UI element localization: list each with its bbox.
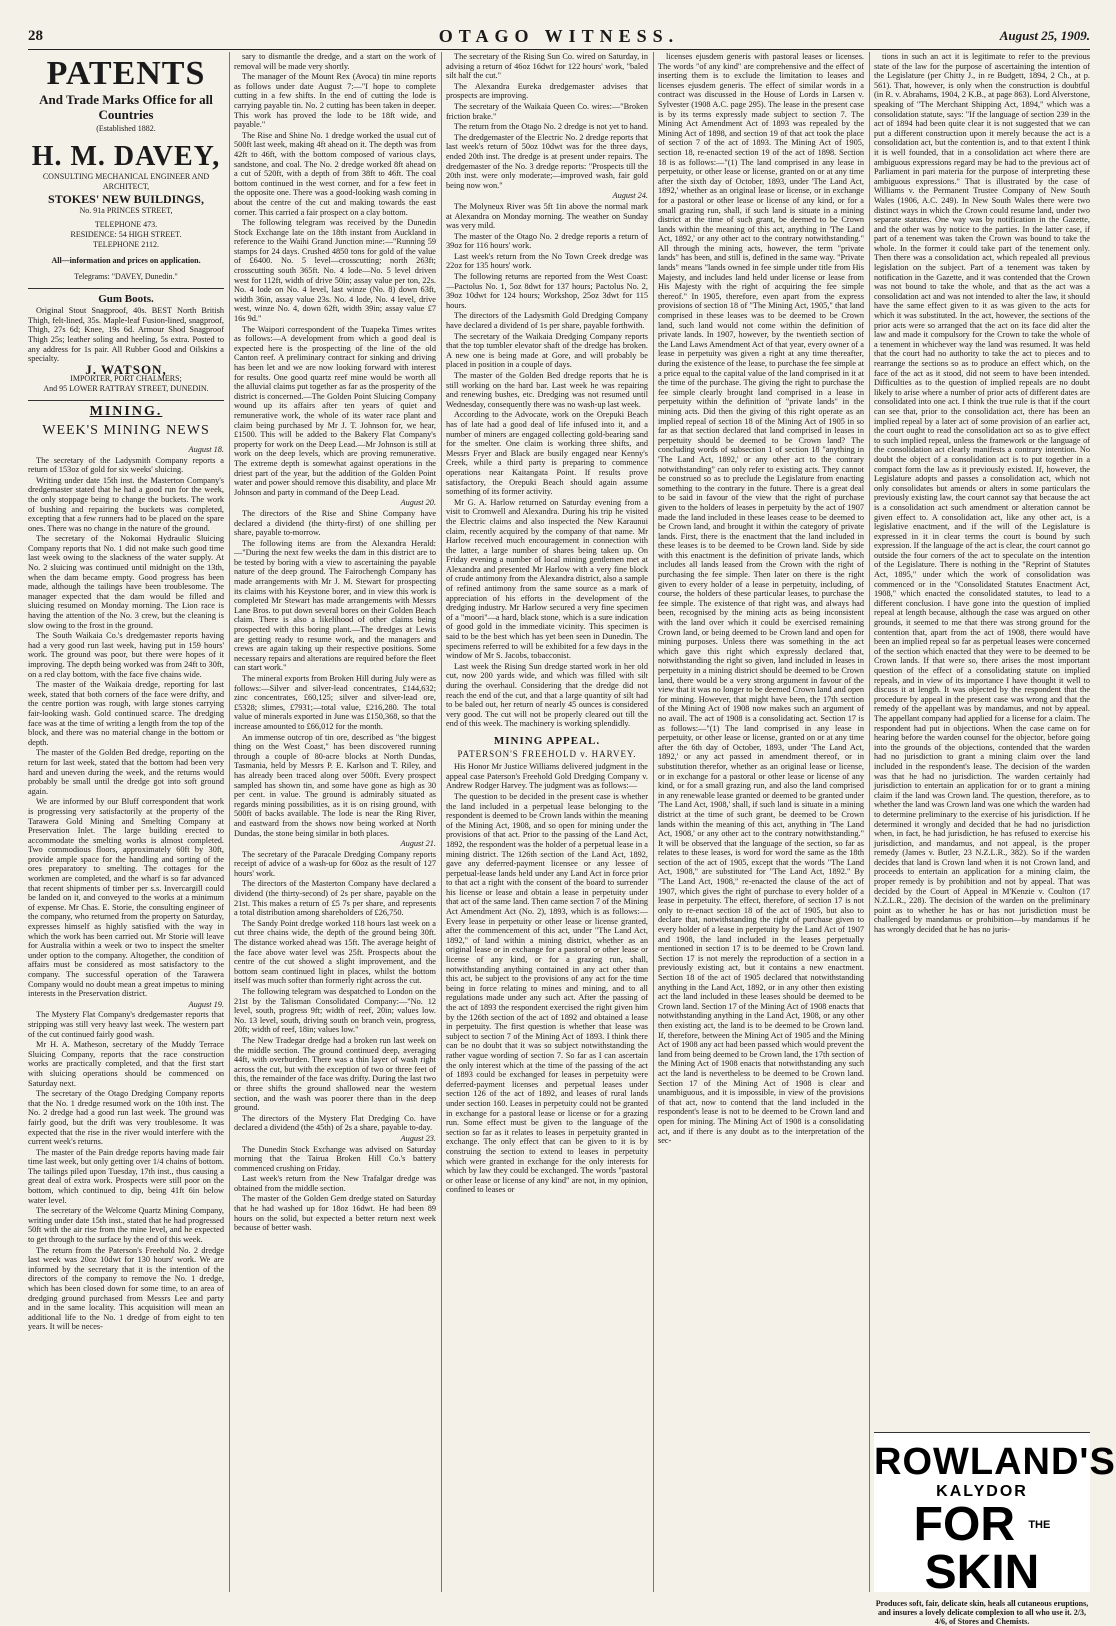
article-paragraph: The dredgemaster of the Electric No. 2 dredge reports that last week's return of 50oz 10dwt was for the three days, ended 20th inst. The dredge is at present under repairs. The dredgemaster of the No. 3 dredge reports: "Prospects till the 20th inst. were only moderate;—improved wash, fair gold being now won." xyxy=(446,132,648,190)
column-4 xyxy=(658,52,864,1592)
article-paragraph: The master of the Golden Gem dredge stated on Saturday that he had washed up for 18oz 16dwt. He had been 89 hours on the solid, but expected a better return next week because of better wash. xyxy=(234,1194,436,1233)
column-divider xyxy=(653,52,654,1592)
article-paragraph: The secretary of the Waikaia Dredging Company reports that the top tumbler elevator shaft of the dredge has broken. A new one is being made at Gore, and will probably be placed in position in a couple of days. xyxy=(446,331,648,370)
article-paragraph: The master of the Golden Bed dredge reports that he is still working on the hard bar. Last week he was repairing and renewing bushes, etc. Dredging was not resumed until Wednesday, consequently there was no wash-up last week. xyxy=(446,371,648,409)
divider xyxy=(28,288,224,289)
article-paragraph: The South Waikaia Co.'s dredgemaster reports having had a very good run last week, having put in 159 hours' work. The ground was poor, but there were hopes of it improving. The depth being worked was from 24ft to 30ft, on a red clay bottom, with the face five chains wide. xyxy=(28,631,224,679)
article-paragraph: The directors of the Ladysmith Gold Dredging Company have declared a dividend of 1s per share, payable forthwith. xyxy=(446,311,648,331)
article-paragraph: tions in such an act it is legitimate to refer to the previous state of the law for the purpose of ascertaining the intention of the Legislature (per Chitty J., in re Budgett, 1894, 2 Ch., at p. 561). That, however, is only when the construction is doubtful (in R. v. Abrahams, 1904, 2 K.B., at page 863). Lord Alverstone, speaking of "The Merchant Shipping Act, 1894," which was a consolidation statute, says: "If the language of section 239 in the act of 1894 had been quite clear it is not suggested that we can put a different construction upon it merely because the act is a consolidation act, but the contention is, and to that extent I think it is well founded, that in a consolidation act where there are ambiguous expressions regard may be had to the previous act of Parliament in pari materia for the purpose of interpreting these ambiguous expressions." That is illustrated by the case of Williams v. the Permanent Trustee Company of New South Wales (1906, A.C. 249). In New South Wales there were two distinct ways in which the Crown could resume land, under two separate statutes. One way was by notification in the Gazette, and the other was by notice to the parties. In the latter case, if part of a tenement was taken the Crown was bound to take the whole. In the former it could take part of the tenement only. Then there was a consolidation act, which repealed all previous legislation on the subject. Part of a tenement was taken by notification in the Gazette, and it was contended that the Crown was not bound to take the whole, and that as the act was a consolidation act and was not intended to alter the law, it should have the same effect given to it as was given to the acts for which it was substituted. In the act, however, the sections of the prior acts were so arranged that the act on its face did alter the law and made it compulsory for the Crown to take the whole of a tenement in whichever way the land was resumed. It was held that the court had no authority to take the act to pieces and to rearrange the sections so as to produce an effect which, on the face of the act as it stood, did not seem to have been intended. Difficulties as to the question of implied repeals are no doubt likely to arise where a number of prior acts of different dates are consolidated into one act. I think the true rule is that if the court can see that, prior to the consolidation act, there has been an implied repeal by a later act of some provision of an earlier act, the court ought to read the consolidation act so as to give effect to such implied repeal, unless the framework or the language of the consolidation act clearly manifests a contrary intention. No doubt the object of a consolidation act is to put together in a compact form the law as it previously existed. If, however, the Legislature adopts and passes a consolidation act, which not only consolidates but amends or alters in some particulars the previously existing law, the court cannot say that because the act is a consolidation act such amendment or alteration cannot be given effect to. A consolidation act, like any other act, is a legislative enactment, and if the will of the Legislature is expressed in it in clear terms the court is bound by such expression. If the language of the act is clear, the court cannot go outside the four corners of the act to speculate on the intention of the Legislature. There is nothing in the "Reprint of Statutes Act, 1895," under which the work of consolidation was commenced or in the "Consolidated Statutes Enactment Act, 1908," which enacted the consolidated statutes, to lead to a different conclusion. I have gone into the question of implied repeal at length because, although the case was argued on other grounds, it seemed to me that there was strong ground for the contention that, apart from the act of 1908, there would have been an implied repeal so far as perpetual leases were concerned of the section which enacted that they were to be deemed to be Crown lands. If that were so, there arises the most important question of the effect of a consolidating statute on implied repeals, and in view of its importance I have thought it well to discuss it at length. It was objected by the respondent that the procedure by appeal in the present case was wrong and that the remedy of the appellant was by mandamus, and not by appeal. The appellant company had applied for a license for a claim. The respondent had put in objections. When the case came on for hearing before the warden counsel for the objector, before going into the grounds of the objections, contended that the warden had no jurisdiction to grant a mining claim over the land included in the respondent's lease. The decision of the warden was that he had no jurisdiction. The warden certainly had jurisdiction to entertain an application for or to grant a mining claim if the land was Crown land. The question, therefore, as to whether the land was Crown land was one which the warden had to determine preliminary to the exercise of his jurisdiction. If he determined it wrongly and decided that he had no jurisdiction when, in fact, he had jurisdiction, he has refused to exercise his jurisdiction, and mandamus, and not appeal, is the proper remedy (James v. Butler, 23 N.Z.L.R., 382). So if the warden decides that land is Crown land when it is not Crown land, and proceeds to entertain an application for a mining claim, the proper remedy is by prohibition and not by appeal. That was decided by the Court of Appeal in M'Kenzie v. Coulton (17 N.Z.L.R., 228). The decision of the warden on the preliminary point as to whether he has or has not jurisdiction must be challenged by mandamus or prohibition—by mandamus if he has wrongly decided that he has no juris- xyxy=(874,52,1090,935)
article-paragraph: licenses ejusdem generis with pastoral leases or licenses. The words "of any kind" are comprehensive and the effect of inserting them is to exclude the limitation to leases and licenses ejusdem generis. The effect of similar words in a contract was discussed in the House of Lords in Larsen v. Sylvester (1908 A.C. page 295). The lease in the present case is by its terms expressly made subject to section 7. The Mining Act Amendment Act of 1893 was repealed by the Mining Act of 1898, and section 19 of that act took the place of section 7 of the act of 1893. The Mining Act of 1905, section 18, re-enacted section 19 of the act of 1898. Section 18 is as follows:—"(1) The land comprised in any lease in perpetuity, or other lease or license, granted on or at any time after the sixth day of October, 1893, under 'The Land Act, 1892,' whether as an original lease or license, or in exchange for a pastoral or other lease or license of any kind, or for a small grazing run, shall, if such land is situate in a mining district at the time of such grant, be deemed to be Crown lands within the meaning of this act, anything in 'The Land Act, 1892,' or any other act to the contrary notwithstanding." All through the mining acts, however, the term "private lands" has been, and still is, defined in the same way. "Private lands" means "lands owned in fee simple under title from His Majesty, and includes land held under license or lease from His Majesty with the right of acquiring the fee simple thereof." In 1905, therefore, even apart from the express provisions of section 18 of "The Mining Act, 1905," that land comprised in these leases was to be deemed to be Crown land, such land would not come within the definition of private lands. In 1907, however, by the twentieth section of the Land Laws Amendment Act of that year, every owner of a lease in perpetuity was given a right at any time thereafter, during the existence of the lease, to purchase the fee simple at a price equal to the capital value of the land comprised in it at the time of the purchase. The giving the right to purchase the fee simple clearly brought land comprised in a lease in perpetuity within the definition of "private lands" in the mining acts. Did then the giving of this right operate as an implied repeal of section 18 of the Mining Act of 1905 in so far as that section declared that land comprised in leases in perpetuity should be deemed to be Crown land? The concluding words of subsection 1 of section 18 "anything in 'The Land Act, 1892,' or any other act to the contrary notwithstanding" can only refer to existing acts. They cannot be construed so as to preclude the Legislature from enacting something to the contrary in the future. There is a great deal to be said in favour of the view that the right of purchase given to the holders of leases in perpetuity by the act of 1907 made the land included in these leases cease to be deemed to be Crown land, and brought it within the category of private lands. First, there is the enactment that the land included in these leases is to be deemed to be Crown land. Side by side with this enactment is the definition of private lands, which includes all lands leased from the Crown with the right of purchasing the fee simple. Then later on there is the right given to every holder of a lease in perpetuity, including, of course, the holders of these particular leases, to purchase the fee simple. The existence of that right was, and always had been, recognised by the mining acts as being inconsistent with the land over which it could be exercised remaining Crown land, or being deemed to be Crown land and open for mining purposes. Unless there was something in the act which gave this right which expressly declared that, notwithstanding the right so given, land included in leases in perpetuity in a mining district should be deemed to be Crown land, there would be a very strong argument in favour of the view that it was no longer to be deemed Crown land and open for mining. However, that might have been, the 17th section of the Mining Act of 1908 now makes such an argument of no avail. The act of 1908 is a consolidating act. Section 17 is as follows:—"(1) The land comprised in any lease in perpetuity, or other lease or license, granted on or at any time after the 6th day of October, 1893, under 'The Land Act, 1892,' or any act passed in amendment thereof, or in substitution therefor, whether as an original lease or license, or in exchange for a pastoral or other lease or license of any kind, or for a small grazing run, and also the land comprised in any renewable lease granted or deemed to be granted under 'The Land Act, 1908,' shall, if such land is situate in a mining district at the time of such grant, be deemed to be Crown lands within the meaning of this act, anything in 'The Land Act, 1908,' or any other act to the contrary notwithstanding." It will be observed that the language of the section, so far as relates to these leases, is word for word the same as the 18th section of the act of 1905, except that the words "The Land Act, 1908," are substituted for "The Land Act, 1892." By "The Land Act, 1908," re-enacted the clause of the act of 1907, which gives the right of purchase to every holder of a lease in perpetuity. The effect, therefore, of section 17 is not only to re-enact section 18 of the act of 1905, but also to declare that, notwithstanding the right of purchase given to every holder of a lease in perpetuity by the Land Act of 1907 and 1908, the land included in the leases perpetually mentioned in section 17 is to be deemed to be Crown land. Section 17 is not merely the reproduction of a section in a previously existing act, but it contains a new enactment. Section 18 of the act of 1905 declared that notwithstanding anything in the Land Act, 1892, or in any other then existing act the land included in these leases should be deemed to be Crown land. Section 17 of the Mining Act of 1908 enacts that notwithstanding anything in the Land Act, 1908, or any other then existing act, the land is to be deemed to be Crown land. If, therefore, between the Mining Act of 1905 and the Mining Act of 1908 any act had been passed which would prevent the land from being deemed to be Crown land, the 17th section of the Mining Act of 1908 enacts that notwithstanding any such act the land is nevertheless to be deemed to be Crown land. Section 17 of the Mining Act of 1908 is clear and unambiguous, and it is impossible, in view of the provisions of that act, now to contend that the land included in the respondent's lease is not to be deemed to be Crown land and open for mining. The Mining Act of 1908 is a consolidating act, and if there is any doubt as to the interpretation of the sec- xyxy=(658,52,864,1146)
ad-product: KALYDOR xyxy=(936,1483,1028,1500)
article-paragraph: The following items are from the Alexandra Herald:—"During the next few weeks the dam in this district are to be tested by boring with a view to ascertaining the payable nature of the deep ground. The Fairochengh Company has made arrangements with Mr J. M. Stewart for prospecting its claims with his Keystone borer, and in view this work is completed Mr Stewart has made arrangements with Messrs Lane Bros. to put down several bores on their Golden Beach claim. There is also a likelihood of other claims being prospected with this boring plant.—The dredges at Lewis are getting ready to resume work, and the managers and crews are again taking up their respective positions. Some necessary repairs and alterations are required before the fleet can start work." xyxy=(234,538,436,673)
patents-subtitle: And Trade Marks Office for all Countries xyxy=(39,92,213,122)
watson-name: J. WATSON, xyxy=(85,361,167,377)
article-paragraph: The directors of the Masterton Company have declared a dividend (the thirty-second) of 2s per share, payable on the 21st. This makes a return of £5 7s per share, and represents a total distribution among shareholders of £26,750. xyxy=(234,879,436,918)
page-header xyxy=(28,10,1090,50)
gum-boots-title: Gum Boots. xyxy=(98,292,154,305)
article-paragraph: The question to be decided in the present case is whether the land included in a perpetual lease belonging to the respondent is deemed to be Crown lands within the meaning of the Mining Act, 1908, and so open for mining under the provisions of that act. Prior to the passing of the Land Act, 1892, the respondent was the holder of a perpetual lease in a mining district. The 126th section of the Land Act, 1892, gave any deferred-payment licensee or any lessee of perpetual-lease lands held under any Land Act in force prior to that act a right with the consent of the board to surrender his license or lease and obtain a lease in perpetuity under that act of the same land. Then came section 7 of the Mining Act Amendment Act (No. 2), 1893, which is as follows:—Every lease in perpetuity or other lease or license granted, after the commencement of this act, under "The Land Act, 1892," of land within a mining district, whether as an original lease or in exchange for a pastoral or other lease or license of any kind, or for a grazing run, shall, notwithstanding anything contained in any act other than this act, be subject to the provisions of any act for the time being in force relating to mines and mining, and to all regulations made under any such act. After the passing of the act of 1893 the respondent exercised the right given him by the 126th section of the act of 1892 and obtained a lease in perpetuity. The first question is whether that lease was subject to section 7 of the Mining Act of 1893. I think there can be no doubt that it was so subject notwithstanding the rather vague wording of section 7. So far as I can ascertain the only interest which at the time of the passing of the act of 1893 could be exchanged for leases in perpetuity were deferred-payment licenses and perpetual leases under section 126 of the act of 1892, and leases of rural lands under section 160. Leases in perpetuity could not be granted in exchange for a pastoral lease or license or for a grazing run. Some effect must be given to the language of the section so far as it relates to leases in perpetuity granted in exchange. The only effect that can be given to it is by construing the section to extend to leases in perpetuity which were granted in exchange for the only interests for which by law they could be exchanged. The words "pastoral or other lease or license of any kind" are not, in my opinion, confined to leases or xyxy=(446,791,648,1195)
article-paragraph: The Waipori correspondent of the Tuapeka Times writes as follows:—A development from which a good deal is expected here is the prospecting of the line of the old Canton reef. A preliminary contract for sinking and driving has been let and we are now looking forward with interest for results. One good quartz reef mine would be worth all the alluvial claims put together as far as the prosperity of the district is concerned.—The Golden Point Sluicing Company wound up its affairs after ten years of quiet and remunerative work, the whole of its water race plant and claim being purchased by Mr J. T. Johnson for, we hear, £1500. This will be added to the Bakery Flat Company's property for work on the Deep Lead.—Mr Johnson is still at work on the deep levels, which are proving remunerative. The extreme depth is somewhat against operations in the driest part of the year, but the addition of the Golden Point water and power should remove this disability, and place Mr Johnson and party in command of the Deep Lead. xyxy=(234,324,436,497)
article-paragraph: The secretary of the Rising Sun Co. wired on Saturday, in advising a return of 46oz 16dwt for 122 hours' work, "baled silt half the cut." xyxy=(446,52,648,81)
article-paragraph: The Molyneux River was 5ft 1in above the normal mark at Alexandra on Monday morning. The weather on Sunday was very mild. xyxy=(446,201,648,231)
column-3 xyxy=(446,52,648,1592)
article-paragraph: The master of the Otago No. 2 dredge reports a return of 39oz for 116 hours' work. xyxy=(446,231,648,251)
patents-title: PATENTS xyxy=(46,55,206,92)
article-paragraph: The master of the Waikaia dredge, reporting for last week, stated that both corners of the face were drifty, and the centre portion was rough, with large stones carrying fair-looking wash. Gold continued scarce. The dredging face was at the time of writing a length from the top of the block, and there was no material change in the bottom or depth. xyxy=(28,680,224,747)
article-paragraph: The Dunedin Stock Exchange was advised on Saturday morning that the Tairua Broken Hill Co.'s battery commenced crushing on Friday. xyxy=(234,1144,436,1173)
column-2 xyxy=(234,52,436,1592)
watson-desc: IMPORTER, PORT CHALMERS; xyxy=(70,374,182,384)
column-divider xyxy=(441,52,442,1592)
article-paragraph: The Rise and Shine No. 1 dredge worked the usual cut of 500ft last week, making 4ft ahead on it. The depth was from 42ft to 46ft, with the bottom composed of various clays, sandstone, and coal. The No. 2 dredge worked 8ft ahead on a cut of 520ft, with a depth of from 38ft to 46ft. The coal bottom continued in the west corner, and for a few feet in the opposite one. There was a good-looking wash coming in about the centre of the cut and making towards the east corner. This carried a fair prospect on a clay bottom. xyxy=(234,130,436,217)
ad-the: THE xyxy=(1028,1519,1051,1531)
davey-name: H. M. DAVEY, xyxy=(31,140,221,172)
article-paragraph: The master of the Golden Bed dredge, reporting on the return for last week, stated that the bottom had been very hard and uneven during the week, and the returns would probably be small until the dredge got into soft ground again. xyxy=(28,748,224,796)
article-paragraph: The secretary of the Nokomai Hydraulic Sluicing Company reports that No. 1 did not make such good time last week owing to the slackness of the water supply. At No. 2 sluicing was continued until midnight on the 13th, when the dam became empty. Good progress has been made, although the tailings have been troublesome. The manager expected that the dam would be filled and sluicing resumed on Monday morning. The Lion race is having the attention of the No. 3 crew, but the cleaning is slow owing to the frost in the ground. xyxy=(28,534,224,630)
divider xyxy=(28,400,224,401)
ad-skin: SKIN xyxy=(924,1546,1040,1599)
article-paragraph: The directors of the Rise and Shine Company have declared a dividend (the thirty-first) of one shilling per share, payable to-morrow. xyxy=(234,508,436,538)
davey-telephone: TELEPHONE 473. xyxy=(94,219,158,229)
dateline: August 20. xyxy=(400,498,436,508)
dateline: August 24. xyxy=(612,191,648,201)
article-paragraph: According to the Advocate, work on the Orepuki Beach has of late had a good deal of life infused into it, and a number of miners are engaged collecting gold-bearing sand for the smelter. One claim is working three shifts, and Messrs Fryer and Black are busily engaged near Kenny's Creek, while a third party is preparing to commence operations near Kaitangata Point. If results prove satisfactory, the Orepuki Beach should again assume something of its former activity. xyxy=(446,410,648,497)
article-paragraph: The following returns are reported from the West Coast:—Pactolus No. 1, 5oz 8dwt for 137 hours; Pactolus No. 2, 39oz 10dwt for 124 hours; Workshop, 25oz 3dwt for 115 hours. xyxy=(446,272,648,310)
davey-building: STOKES' NEW BUILDINGS, xyxy=(48,191,204,206)
page-columns xyxy=(28,52,1116,1626)
article-paragraph: sary to dismantle the dredge, and a start on the work of removal will be made very shortly. xyxy=(234,52,436,71)
newspaper-title: OTAGO WITNESS. xyxy=(438,26,680,46)
article-paragraph: The secretary of the Waikaia Queen Co. wires:—"Broken friction brake." xyxy=(446,101,648,121)
davey-address: No. 91a PRINCES STREET, xyxy=(79,205,173,215)
article-paragraph: The mineral exports from Broken Hill during July were as follows:—Silver and silver-lead concentrates, £144,632; zinc concentrates, £60,125; silver and silver-lead ore, £5328; slimes, £7931;—total value, £216,280. The total value of minerals exported in June was £150,368, so that the increase amounted to £66,012 for the month. xyxy=(234,674,436,731)
davey-telegrams: Telegrams: "DAVEY, Dunedin." xyxy=(74,271,178,281)
davey-info: All—information and prices on application. xyxy=(51,255,201,265)
column-1 xyxy=(28,52,224,1592)
case-title: PATERSON'S FREEHOLD v. HARVEY. xyxy=(457,748,637,759)
davey-profession: CONSULTING MECHANICAL ENGINEER AND ARCHITECT, xyxy=(42,171,210,191)
ad-brand: ROWLAND'S xyxy=(874,1441,1116,1483)
mining-heading: MINING. xyxy=(89,404,163,420)
dateline: August 21. xyxy=(400,839,436,849)
davey-telephone-2: TELEPHONE 2112. xyxy=(93,239,159,249)
article-paragraph: The master of the Pain dredge reports having made fair time last week, but only getting over 1/4 chains of bottom. The tailings piled upon Tuesday, 17th inst., thus causing a great deal of extra work. Prospects were still poor on the bottom, which continued to dip, being 41ft 6in below water level. xyxy=(28,1147,224,1205)
davey-residence: RESIDENCE: 54 HIGH STREET. xyxy=(70,229,182,239)
dateline: August 18. xyxy=(188,444,224,454)
article-paragraph: The Mystery Flat Company's dredgemaster reports that stripping was still very heavy last week. The western part of the cut continued fairly good wash. xyxy=(28,1010,224,1039)
rowlands-kalydor-advert xyxy=(874,1432,1116,1626)
article-paragraph: The return from the Otago No. 2 dredge is not yet to hand. xyxy=(454,122,649,132)
column-5 xyxy=(874,52,1116,1626)
patents-established: (Established 1882. xyxy=(96,124,156,133)
dateline: August 19. xyxy=(188,999,224,1009)
article-paragraph: Last week's return from the New Trafalgar dredge was obtained from the middle section. xyxy=(234,1174,436,1193)
article-paragraph: The secretary of the Otago Dredging Company reports that the No. 1 dredge resumed work on the 10th inst. The No. 2 dredge had a good run last week. The ground was fairly good, but the drift was very troublesome. It was expected that the rise in the river would interfere with the current week's returns. xyxy=(28,1089,224,1147)
article-paragraph: The following telegram was received by the Dunedin Stock Exchange late on the 18th instant from Auckland in reference to the Waihi Grand Junction mine:—"Running 59 stamps for 24 days. Crushed 4850 tons for gold of the value of £6400. No. 5 level—crosscutting; north 263ft; crosscutting south 365ft. No. 4 lode—No. 5 level driven west for 112ft, width of drive 50in; assay value per ton, 22s. No. 4 lode on No. 4 level, last winze (No. 8) down 63ft, width 36in, assay value 23s. No. 4 lode, No. 4 level, drive west, winze No. 4, down 62ft, width 39in; assay value £7 16s 9d." xyxy=(234,218,436,324)
article-paragraph: The secretary of the Ladysmith Company reports a return of 153oz of gold for six weeks' sluicing. xyxy=(28,455,224,475)
article-paragraph: The Alexandra Eureka dredgemaster advises that prospects are improving. xyxy=(446,81,648,101)
gum-boots-body: Original Stout Snagproof, 40s. BEST North British Thigh, felt-lined, 35s. Maple-leaf Fusion-lined, snagproof, Thigh, 27s 6d; Knee, 19s 6d. Armour Shod Snagproof Thigh 25s; leather soling and heeling, 5s extra. Posted to any address for 1s pair. All Rubber Good and Oilskins a specialty. xyxy=(28,306,224,364)
article-paragraph: The directors of the Mystery Flat Dredging Co. have declared a dividend (the 45th) of 2s a share, payable to-day. xyxy=(234,1113,436,1133)
article-paragraph: We are informed by our Bluff correspondent that work is progressing very satisfactorily at the property of the Tarawera Gold Mining and Smelting Company at Preservation Inlet. The large building erected to accommodate the smelting works is almost completed. Two commodious floors, approximately 60ft by 30ft, provide ample space for the handling and sorting of the ores preparatory to smelting. The cottages for the workmen are completed, and the wharf is so far advanced that recent shipments of timber per s.s. Invercargill could be landed on it, and conveyed to the works at a minimum of expense. Mr Chas. E. Storie, the consulting engineer of the company, who returned from the property on Saturday, expresses himself as highly satisfied with the way in which the work has been carried out. Mr Storie will leave for Australia within a week or two to inspect the smelter under option to the company. Altogether, the condition of affairs must be considered as most satisfactory to the company. The successful operation of the Tarawera Company would no doubt mean a great impetus to mining interests in the Preservation district. xyxy=(28,797,224,999)
article-paragraph: The secretary of the Paracale Dredging Company reports receipt of advice of a wash-up for 60oz as the result of 127 hours' work. xyxy=(234,849,436,878)
ad-for: FOR xyxy=(913,1498,1015,1551)
article-paragraph: His Honor Mr Justice Williams delivered judgment in the appeal case Paterson's Freehold Gold Dredging Company v. Andrew Rodger Harvey. The judgment was as follows:— xyxy=(446,762,648,791)
article-paragraph: The manager of the Mount Rex (Avoca) tin mine reports as follows under date August 7:—"I hope to complete cutting in a few shifts. In the end of cutting the lode is carrying payable tin. No. 2 cutting has been taken in deeper. This work has proved the lode to be 18ft wide, and payable." xyxy=(234,72,436,130)
week-mining-news-heading: WEEK'S MINING NEWS xyxy=(42,422,210,438)
patents-advert xyxy=(28,56,224,282)
article-paragraph: The following telegram was despatched to London on the 21st by the Talisman Consolidated Company:—"No. 12 level, south, progress 9ft; width of reef, 20in; values low. No. 13 level, south, driving south on branch vein, progress, 20ft; width of reef, 18in; values low." xyxy=(234,987,436,1035)
watson-address: And 95 LOWER RATTRAY STREET, DUNEDIN. xyxy=(43,384,209,394)
article-paragraph: Mr H. A. Matheson, secretary of the Muddy Terrace Sluicing Company, reports that the race construction works are practically completed, and that the first start with sluicing operations should be commenced on Saturday next. xyxy=(28,1040,224,1088)
ad-headline xyxy=(874,1498,1090,1599)
gum-boots-advert xyxy=(28,292,224,395)
column-divider xyxy=(229,52,230,1592)
dateline: August 23. xyxy=(400,1133,436,1143)
article-paragraph: Mr G. A. Harlow returned on Saturday evening from a visit to Cromwell and Alexandra. During his trip he visited the Electric claims and also inspected the New Karaunui claim, recently acquired by the company of that name. Mr Harlow received much encouragement in connection with the latter, a large number of shares being taken up. On Friday evening a number of local mining gentlemen met at Alexandra and presented Mr Harlow with a very fine block of crude antimony from the Alexandra district, also a sample of refined antimony from the same source as a mark of appreciation of his efforts in the development of the dredging industry. Mr Harlow secured a very fine specimen of a "moori"—a hard, black stone, which is a sure indication of good gold in the immediate vicinity. This specimen is said to be the best which has yet been seen in Dunedin. The specimens referred to will be exhibited for a few days in the window of Mr S. Jacobs, tobacconist. xyxy=(446,497,648,661)
article-paragraph: The Sandy Point dredge worked 118 hours last week on a cut three chains wide, the depth of the ground being 30ft. The distance worked ahead was 15ft. The average height of the face above water level was 25ft. Prospects about the centre of the cut showed a slight improvement, and the bottom seam continued light in places, whilst the bottom itself was much softer than formerly right across the cut. xyxy=(234,918,436,986)
article-paragraph: Last week the Rising Sun dredge started work in her old cut, now 200 yards wide, and which was filled with silt during the overhaul. Considering that the dredge did not reach the end of the cut, and that a large quantity of silt had to be baled out, her return of nearly 45 ounces is considered very good. The cut will not be properly cleared out till the end of this week. The machinery is working splendidly. xyxy=(446,661,648,729)
issue-date: August 25, 1909. xyxy=(999,28,1090,43)
mining-appeal-heading: MINING APPEAL. xyxy=(493,734,601,747)
article-paragraph: Last week's return from the No Town Creek dredge was 22oz for 135 hours' work. xyxy=(446,251,648,271)
page-number: 28 xyxy=(28,28,43,44)
article-paragraph: The return from the Paterson's Freehold No. 2 dredge last week was 20oz 10dwt for 130 hours' work. We are informed by the secretary that it is the intention of the directors of the company to remove the No. 1 dredge, which has been closed down for some time, to an area of dredging ground purchased from Messrs Lee and party and in the same locality. This acquisition will mean an additional life to the No. 1 dredge of from eight to ten years. It will be neces- xyxy=(28,1245,224,1332)
article-paragraph: Writing under date 15th inst. the Masterton Company's dredgemaster stated that he had a good run for the week, the only stoppage being to change the buckets. The work of bushing and repairing the buckets was completed, excepting that a few runners had to be placed on the spare ones. There was no change in the nature of the ground. xyxy=(28,475,224,533)
column-divider xyxy=(869,52,870,1592)
article-paragraph: The New Tradegar dredge had a broken run last week on the middle section. The ground continued deep, averaging 44ft, with overburden. There was a thin layer of wash right across the cut, but with the exception of two or three feet of this, the remainder of the face was drifty. During the last two or three shifts the ground shallowed near the western section, and the wash was poorer there than in the deep ground. xyxy=(234,1035,436,1113)
article-paragraph: The secretary of the Welcome Quartz Mining Company, writing under date 15th inst., stated that he had progressed 50ft with the air rise from the mine level, and he expected to get through to the surface by the end of this week. xyxy=(28,1206,224,1245)
article-paragraph: An immense outcrop of tin ore, described as "the biggest thing on the West Coast," has been discovered running through a couple of 80-acre blocks at North Dundas, Tasmania, held by Messrs P. E. Karlson and T. Riley, and has already been traced along over 500ft. Every prospect sampled has shown tin, and some have gone as high as 30 per cent. in value. The ground is admirably situated as regards mining possibilities, as it is on rising ground, with 500ft of backs available. The lode is near the Ring River, and eastward from the shows now being worked at North Dundas, the stone being similar in both places. xyxy=(234,732,436,838)
ad-tagline: Produces soft, fair, delicate skin, heals all cutaneous eruptions, and insures a lovely delicate complexion to all who use it. 2/3, 4/6, of Stores and Chemists. xyxy=(875,1599,1089,1626)
